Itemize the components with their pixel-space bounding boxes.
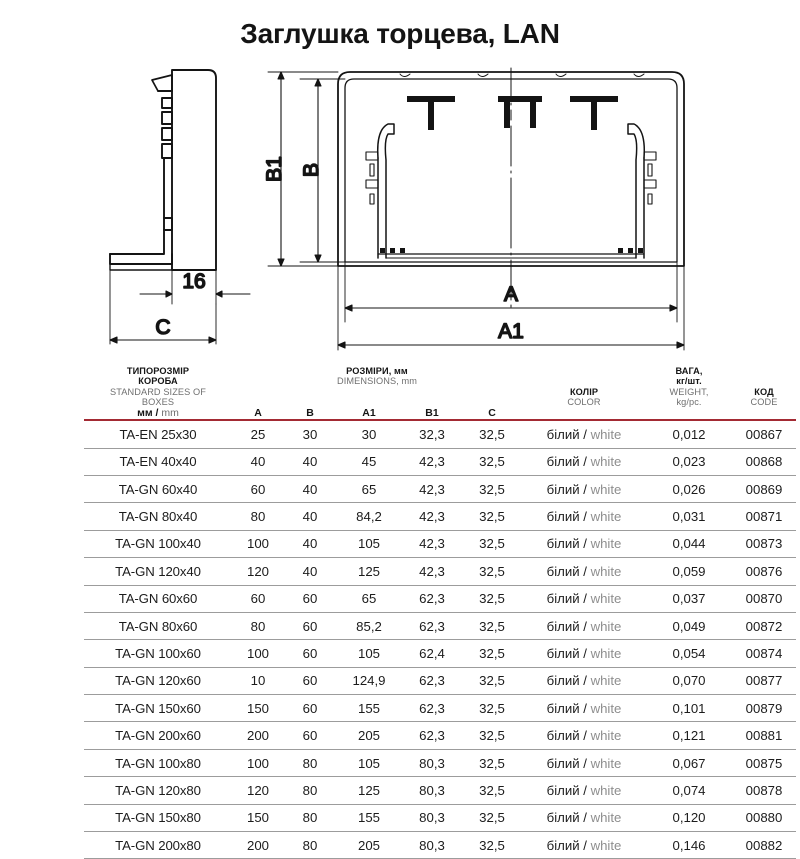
cell-b1: 62,3 bbox=[402, 695, 462, 722]
cell-a: 200 bbox=[232, 832, 284, 859]
cell-b1: 62,3 bbox=[402, 667, 462, 694]
cell-name: TA-GN 80x60 bbox=[84, 612, 232, 639]
cell-color-en: white bbox=[590, 646, 622, 661]
cell-code: 00871 bbox=[732, 503, 796, 530]
cell-b: 40 bbox=[284, 503, 336, 530]
cell-name: TA-GN 80x40 bbox=[84, 503, 232, 530]
cell-b: 80 bbox=[284, 749, 336, 776]
header-weight bbox=[646, 366, 732, 407]
cell-a1: 105 bbox=[336, 640, 402, 667]
cell-weight: 0,037 bbox=[646, 585, 732, 612]
cell-weight: 0,121 bbox=[646, 722, 732, 749]
cell-weight: 0,101 bbox=[646, 695, 732, 722]
header-standard-sizes bbox=[84, 366, 232, 407]
cell-a: 120 bbox=[232, 558, 284, 585]
cell-name: TA-GN 100x60 bbox=[84, 640, 232, 667]
cell-c: 32,5 bbox=[462, 804, 522, 831]
cell-color-en: white bbox=[590, 454, 622, 470]
cell-code: 00881 bbox=[732, 722, 796, 749]
cell-a1: 124,9 bbox=[336, 667, 402, 694]
header-color-en: COLOR bbox=[567, 396, 601, 407]
cell-weight: 0,044 bbox=[646, 530, 732, 557]
cell-code: 00867 bbox=[732, 420, 796, 448]
header-weight-en-1: WEIGHT, bbox=[669, 386, 709, 397]
cell-c: 32,5 bbox=[462, 612, 522, 639]
cell-color-uk: білий bbox=[546, 454, 580, 470]
cell-color-uk: білий bbox=[546, 700, 580, 716]
cell-a: 100 bbox=[232, 749, 284, 776]
cell-b: 40 bbox=[284, 558, 336, 585]
header-standard-sizes-en-2: BOXES bbox=[141, 396, 175, 407]
table-row bbox=[84, 612, 796, 639]
cell-color-uk: білий bbox=[546, 782, 580, 798]
header-color bbox=[522, 366, 646, 407]
cell-color-uk: білий bbox=[546, 673, 580, 689]
cell-color-en: white bbox=[590, 810, 622, 826]
cell-color: білий / white bbox=[522, 722, 646, 749]
cell-b1: 42,3 bbox=[402, 530, 462, 557]
cell-a1: 205 bbox=[336, 832, 402, 859]
cell-b1: 80,3 bbox=[402, 749, 462, 776]
cell-weight: 0,067 bbox=[646, 749, 732, 776]
cell-b1: 42,3 bbox=[402, 475, 462, 502]
cell-color-en: white bbox=[590, 563, 622, 579]
cell-a1: 155 bbox=[336, 804, 402, 831]
table-row bbox=[84, 804, 796, 831]
cell-color-en: white bbox=[590, 728, 622, 744]
cell-c: 32,5 bbox=[462, 475, 522, 502]
cell-color: білий / white bbox=[522, 612, 646, 639]
cell-a: 25 bbox=[232, 420, 284, 448]
cell-color-en: white bbox=[590, 755, 622, 771]
cell-color: білий / white bbox=[522, 667, 646, 694]
cell-weight: 0,012 bbox=[646, 420, 732, 448]
cell-color-uk: білий bbox=[546, 591, 580, 607]
header-standard-sizes-uk-1: ТИПОРОЗМІР bbox=[126, 366, 190, 376]
table-row bbox=[84, 503, 796, 530]
header-col-code-spacer bbox=[732, 407, 796, 419]
cell-name: TA-GN 100x40 bbox=[84, 530, 232, 557]
cell-name: TA-GN 60x40 bbox=[84, 475, 232, 502]
cell-color: білий / white bbox=[522, 804, 646, 831]
cell-b1: 42,3 bbox=[402, 448, 462, 475]
table-row bbox=[84, 558, 796, 585]
header-standard-sizes-uk-2: КОРОБА bbox=[138, 376, 178, 387]
cell-weight: 0,146 bbox=[646, 832, 732, 859]
cell-weight: 0,031 bbox=[646, 503, 732, 530]
header-dimensions-uk: РОЗМІРИ, мм bbox=[346, 366, 408, 376]
header-weight-uk-2: кг/шт. bbox=[676, 376, 702, 387]
cell-color: білий / white bbox=[522, 420, 646, 448]
cell-c: 32,5 bbox=[462, 832, 522, 859]
cell-code: 00877 bbox=[732, 667, 796, 694]
cell-b: 30 bbox=[284, 420, 336, 448]
end-cap-side-view bbox=[110, 70, 216, 270]
page-title: Заглушка торцева, LAN bbox=[240, 18, 560, 49]
cell-weight: 0,023 bbox=[646, 448, 732, 475]
cell-b: 60 bbox=[284, 640, 336, 667]
cell-b1: 62,3 bbox=[402, 585, 462, 612]
trunking-top-dimples bbox=[400, 74, 644, 77]
table-row bbox=[84, 475, 796, 502]
cell-b: 60 bbox=[284, 612, 336, 639]
cell-color-uk: білий bbox=[546, 728, 580, 744]
header-dimensions-en: DIMENSIONS, mm bbox=[337, 376, 418, 387]
header-weight-uk-1: ВАГА, bbox=[675, 366, 703, 376]
cell-color-uk: білий bbox=[546, 509, 580, 525]
technical-drawing-svg bbox=[0, 58, 800, 358]
cell-color-uk: білий bbox=[546, 837, 580, 853]
cell-b1: 42,3 bbox=[402, 503, 462, 530]
header-units bbox=[84, 407, 232, 419]
cell-color-en: white bbox=[590, 536, 622, 552]
cell-weight: 0,059 bbox=[646, 558, 732, 585]
cell-weight: 0,120 bbox=[646, 804, 732, 831]
dim-16-label: 16 bbox=[182, 270, 206, 293]
cell-name: TA-GN 120x60 bbox=[84, 667, 232, 694]
trunking-right-wall bbox=[628, 124, 656, 258]
cell-a1: 105 bbox=[336, 530, 402, 557]
cell-a: 40 bbox=[232, 448, 284, 475]
cell-code: 00869 bbox=[732, 475, 796, 502]
cell-b: 60 bbox=[284, 722, 336, 749]
cell-color-en: white bbox=[590, 509, 622, 525]
trunking-left-wall bbox=[366, 124, 394, 258]
cell-a: 10 bbox=[232, 667, 284, 694]
table-row bbox=[84, 749, 796, 776]
cell-color-en: white bbox=[590, 618, 622, 634]
cell-b1: 42,3 bbox=[402, 558, 462, 585]
cell-a: 80 bbox=[232, 612, 284, 639]
specification-table-container bbox=[84, 366, 796, 859]
header-col-b: B bbox=[306, 407, 314, 420]
cell-b1: 80,3 bbox=[402, 832, 462, 859]
cell-a: 60 bbox=[232, 475, 284, 502]
cell-color-uk: білий bbox=[546, 646, 580, 661]
header-units-uk: мм / bbox=[137, 407, 159, 420]
cell-a1: 105 bbox=[336, 749, 402, 776]
cell-a: 120 bbox=[232, 777, 284, 804]
cell-c: 32,5 bbox=[462, 667, 522, 694]
cell-color: білий / white bbox=[522, 503, 646, 530]
cell-name: TA-EN 40x40 bbox=[84, 448, 232, 475]
table-row bbox=[84, 695, 796, 722]
header-standard-sizes-en-1: STANDARD SIZES OF bbox=[110, 386, 206, 397]
header-col-a1: A1 bbox=[362, 407, 376, 420]
cell-color: білий / white bbox=[522, 530, 646, 557]
cell-c: 32,5 bbox=[462, 558, 522, 585]
cell-b: 80 bbox=[284, 777, 336, 804]
cell-b: 40 bbox=[284, 475, 336, 502]
cell-c: 32,5 bbox=[462, 695, 522, 722]
table-row bbox=[84, 530, 796, 557]
cell-code: 00874 bbox=[732, 640, 796, 667]
cell-color-uk: білий bbox=[546, 755, 580, 771]
cell-color-en: white bbox=[590, 426, 622, 442]
cell-b: 80 bbox=[284, 832, 336, 859]
cell-color: білий / white bbox=[522, 695, 646, 722]
cell-b: 40 bbox=[284, 448, 336, 475]
cell-code: 00872 bbox=[732, 612, 796, 639]
cell-a: 150 bbox=[232, 804, 284, 831]
cell-b: 80 bbox=[284, 804, 336, 831]
cell-color-uk: білий bbox=[546, 810, 580, 826]
table-row bbox=[84, 640, 796, 667]
header-code-uk: КОД bbox=[754, 386, 774, 397]
cell-a1: 125 bbox=[336, 777, 402, 804]
trunking-floor-notches bbox=[380, 248, 643, 253]
cell-name: TA-EN 25x30 bbox=[84, 420, 232, 448]
cell-b1: 62,4 bbox=[402, 640, 462, 667]
cell-code: 00870 bbox=[732, 585, 796, 612]
cell-color: білий / white bbox=[522, 640, 646, 667]
cable-retainer-right bbox=[570, 96, 618, 130]
cell-c: 32,5 bbox=[462, 722, 522, 749]
cell-name: TA-GN 100x80 bbox=[84, 749, 232, 776]
cell-a1: 65 bbox=[336, 585, 402, 612]
cell-color: білий / white bbox=[522, 749, 646, 776]
cell-weight: 0,049 bbox=[646, 612, 732, 639]
header-col-color-spacer bbox=[522, 407, 646, 419]
cell-color-uk: білий bbox=[546, 481, 580, 497]
cell-b1: 62,3 bbox=[402, 722, 462, 749]
table-row bbox=[84, 420, 796, 448]
cell-color: білий / white bbox=[522, 777, 646, 804]
cell-weight: 0,074 bbox=[646, 777, 732, 804]
dim-c-label: C bbox=[155, 316, 171, 339]
cell-code: 00880 bbox=[732, 804, 796, 831]
cell-c: 32,5 bbox=[462, 503, 522, 530]
dim-a-label: A bbox=[503, 283, 519, 306]
cell-a1: 205 bbox=[336, 722, 402, 749]
cell-name: TA-GN 120x80 bbox=[84, 777, 232, 804]
cell-code: 00875 bbox=[732, 749, 796, 776]
header-color-uk: КОЛІР bbox=[569, 386, 599, 397]
cell-name: TA-GN 120x40 bbox=[84, 558, 232, 585]
cell-c: 32,5 bbox=[462, 585, 522, 612]
cell-code: 00879 bbox=[732, 695, 796, 722]
cell-name: TA-GN 150x80 bbox=[84, 804, 232, 831]
table-row bbox=[84, 777, 796, 804]
cell-b: 60 bbox=[284, 667, 336, 694]
cell-weight: 0,070 bbox=[646, 667, 732, 694]
cell-a1: 30 bbox=[336, 420, 402, 448]
dim-b1-label: B1 bbox=[263, 156, 286, 182]
table-row bbox=[84, 832, 796, 859]
cell-color: білий / white bbox=[522, 558, 646, 585]
cell-code: 00878 bbox=[732, 777, 796, 804]
cell-color-uk: білий bbox=[546, 563, 580, 579]
cable-retainer-center bbox=[498, 96, 542, 128]
cell-color-en: white bbox=[590, 700, 622, 716]
cell-color-en: white bbox=[590, 673, 622, 689]
header-code-en: CODE bbox=[750, 396, 778, 407]
cell-a: 150 bbox=[232, 695, 284, 722]
cell-color-en: white bbox=[590, 837, 622, 853]
cell-b1: 62,3 bbox=[402, 612, 462, 639]
table-row bbox=[84, 667, 796, 694]
cell-c: 32,5 bbox=[462, 448, 522, 475]
cell-code: 00876 bbox=[732, 558, 796, 585]
cell-weight: 0,026 bbox=[646, 475, 732, 502]
header-col-a: A bbox=[254, 407, 262, 420]
header-col-b1: B1 bbox=[425, 407, 439, 420]
header-col-weight-spacer bbox=[646, 407, 732, 419]
cell-b1: 32,3 bbox=[402, 420, 462, 448]
cell-a: 60 bbox=[232, 585, 284, 612]
cell-a1: 155 bbox=[336, 695, 402, 722]
table-row bbox=[84, 722, 796, 749]
specification-table bbox=[84, 366, 796, 859]
cell-b: 60 bbox=[284, 585, 336, 612]
cell-weight: 0,054 bbox=[646, 640, 732, 667]
cell-code: 00868 bbox=[732, 448, 796, 475]
cell-a: 80 bbox=[232, 503, 284, 530]
cell-color: білий / white bbox=[522, 475, 646, 502]
cell-a1: 85,2 bbox=[336, 612, 402, 639]
dim-a1-label: A1 bbox=[498, 320, 524, 343]
table-subheader-row bbox=[84, 407, 796, 419]
table-body bbox=[84, 420, 796, 859]
cell-name: TA-GN 200x80 bbox=[84, 832, 232, 859]
cell-code: 00873 bbox=[732, 530, 796, 557]
header-dimensions-group bbox=[232, 366, 522, 407]
cell-name: TA-GN 60x60 bbox=[84, 585, 232, 612]
cell-color-en: white bbox=[590, 782, 622, 798]
cell-color-uk: білий bbox=[546, 536, 580, 552]
table-row bbox=[84, 448, 796, 475]
cell-a: 200 bbox=[232, 722, 284, 749]
dim-b-label: B bbox=[300, 162, 323, 178]
table-head bbox=[84, 366, 796, 420]
cell-c: 32,5 bbox=[462, 530, 522, 557]
cell-name: TA-GN 150x60 bbox=[84, 695, 232, 722]
cell-color: білий / white bbox=[522, 832, 646, 859]
cell-a: 100 bbox=[232, 640, 284, 667]
cell-color: білий / white bbox=[522, 448, 646, 475]
table-row bbox=[84, 585, 796, 612]
cell-b: 60 bbox=[284, 695, 336, 722]
technical-drawing-area bbox=[0, 58, 800, 358]
cell-c: 32,5 bbox=[462, 749, 522, 776]
cell-c: 32,5 bbox=[462, 777, 522, 804]
cell-color-uk: білий bbox=[546, 426, 580, 442]
cell-a1: 65 bbox=[336, 475, 402, 502]
cell-name: TA-GN 200x60 bbox=[84, 722, 232, 749]
cell-a1: 125 bbox=[336, 558, 402, 585]
cell-color-uk: білий bbox=[546, 618, 580, 634]
header-units-en: mm bbox=[161, 407, 179, 420]
header-col-c: C bbox=[488, 407, 496, 420]
cell-a1: 84,2 bbox=[336, 503, 402, 530]
cable-retainer-left bbox=[407, 96, 455, 130]
cell-a1: 45 bbox=[336, 448, 402, 475]
cell-color-en: white bbox=[590, 481, 622, 497]
cell-b1: 80,3 bbox=[402, 804, 462, 831]
cell-code: 00882 bbox=[732, 832, 796, 859]
cell-c: 32,5 bbox=[462, 640, 522, 667]
cell-a: 100 bbox=[232, 530, 284, 557]
cell-c: 32,5 bbox=[462, 420, 522, 448]
header-weight-en-2: kg/pc. bbox=[676, 396, 702, 407]
cell-color: білий / white bbox=[522, 585, 646, 612]
cell-b1: 80,3 bbox=[402, 777, 462, 804]
cell-b: 40 bbox=[284, 530, 336, 557]
header-code bbox=[732, 366, 796, 407]
cell-color-en: white bbox=[590, 591, 622, 607]
